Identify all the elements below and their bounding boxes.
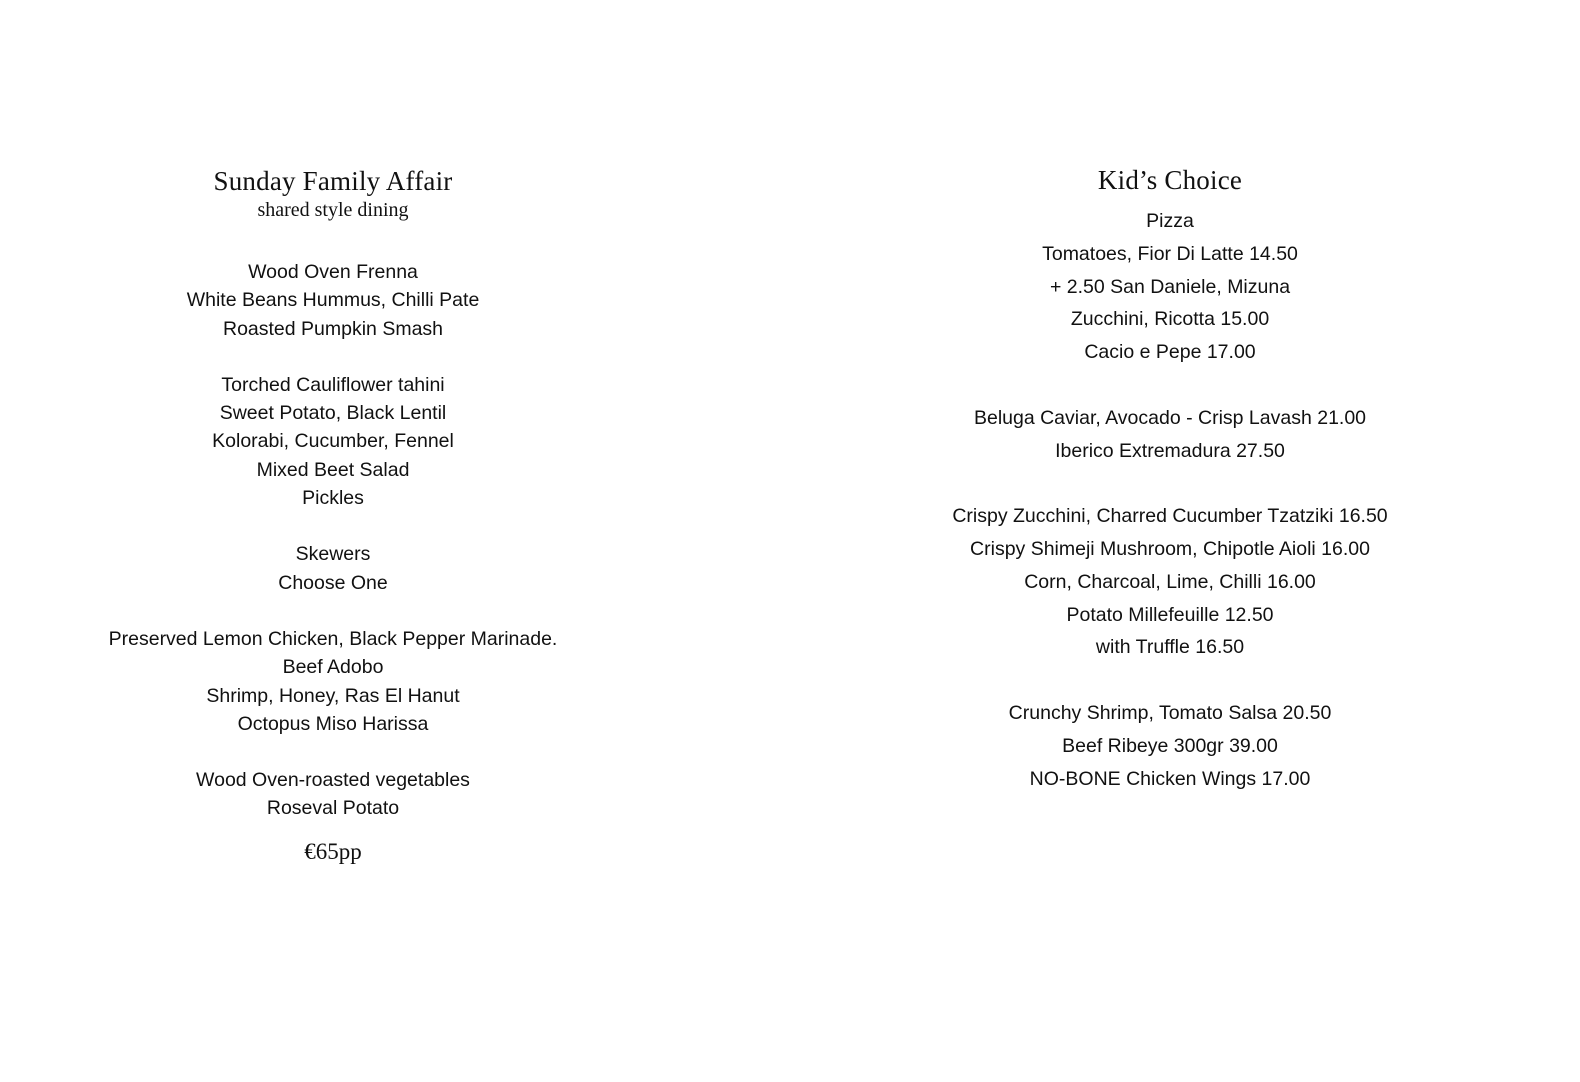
menu-section xyxy=(83,371,583,512)
menu-item: Torched Cauliflower tahini xyxy=(221,373,445,396)
menu-item: Corn, Charcoal, Lime, Chilli 16.00 xyxy=(1024,570,1316,593)
menu-section xyxy=(83,625,583,738)
menu-item: Tomatoes, Fior Di Latte 14.50 xyxy=(1042,242,1298,265)
menu-price: €65pp xyxy=(304,838,362,864)
menu-section xyxy=(83,258,583,343)
menu-item: Beluga Caviar, Avocado - Crisp Lavash 21.00 xyxy=(973,406,1367,429)
menu-item: Pizza xyxy=(1146,210,1194,232)
menu-section xyxy=(870,500,1470,664)
menu-item: Crunchy Shrimp, Tomato Salsa 20.50 xyxy=(1008,701,1332,724)
menu-item: + 2.50 San Daniele, Mizuna xyxy=(1049,275,1291,298)
menu-item: Roseval Potato xyxy=(266,797,400,820)
menu-subtitle: shared style dining xyxy=(257,199,409,221)
menu-title: Kid’s Choice xyxy=(1097,165,1243,195)
menu-item: Preserved Lemon Chicken, Black Pepper Marinade. xyxy=(108,627,558,650)
menu-item: Zucchini, Ricotta 15.00 xyxy=(1070,308,1270,331)
menu-item: White Beans Hummus, Chilli Pate xyxy=(186,289,480,312)
menu-item: Crispy Shimeji Mushroom, Chipotle Aioli 16.00 xyxy=(970,537,1370,560)
menu-item: Potato Millefeuille 12.50 xyxy=(1066,603,1274,626)
menu-section xyxy=(870,205,1470,369)
menu-section xyxy=(870,697,1470,795)
menu-item: Wood Oven Frenna xyxy=(248,261,418,283)
menu-item: Cacio e Pepe 17.00 xyxy=(1084,341,1256,364)
menu-item: Sweet Potato, Black Lentil xyxy=(219,402,447,425)
menu-item: Pickles xyxy=(302,487,364,510)
sunday-family-affair-menu xyxy=(83,164,583,867)
menu-item: with Truffle 16.50 xyxy=(1095,636,1245,659)
menu-section xyxy=(83,766,583,823)
menu-item: Crispy Zucchini, Charred Cucumber Tzatziki 16.50 xyxy=(952,505,1388,528)
menu-section xyxy=(870,402,1470,468)
menu-item: Choose One xyxy=(278,571,388,594)
menu-item: NO-BONE Chicken Wings 17.00 xyxy=(1029,767,1311,790)
menu-section xyxy=(83,540,583,597)
kids-choice-menu xyxy=(870,163,1470,795)
menu-item: Beef Adobo xyxy=(282,656,384,679)
menu-item: Mixed Beet Salad xyxy=(256,458,410,481)
menu-item: Octopus Miso Harissa xyxy=(237,712,429,735)
menu-item: Iberico Extremadura 27.50 xyxy=(1055,439,1285,462)
menu-item: Skewers xyxy=(295,543,371,566)
menu-item: Kolorabi, Cucumber, Fennel xyxy=(212,430,454,453)
menu-item: Beef Ribeye 300gr 39.00 xyxy=(1062,734,1278,757)
menu-item: Shrimp, Honey, Ras El Hanut xyxy=(206,684,460,707)
menu-item: Wood Oven-roasted vegetables xyxy=(196,769,470,792)
menu-title: Sunday Family Affair xyxy=(213,166,453,196)
menu-item: Roasted Pumpkin Smash xyxy=(222,317,444,340)
